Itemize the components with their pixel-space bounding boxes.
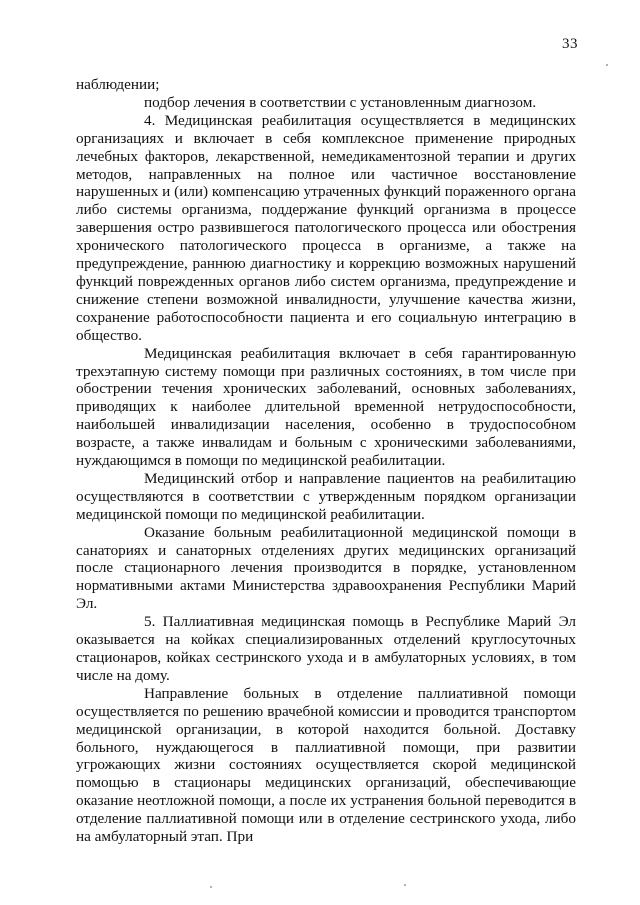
paragraph: Оказание больным реабилитационной медицинской помощи в санаториях и санаторных отделениях других медицинских организаций после стационарного лечения производится в порядке, установленном нормативными актами Министерства здравоохранения Республики Марий Эл. [76, 523, 576, 613]
paragraph: Направление больных в отделение паллиативной помощи осуществляется по решению врачебной комиссии и проводится транспортом медицинской организации, в которой находится больной. Доставку больного, нуждающегося в паллиативной помощи, при развитии угрожающих жизни состояниях осуществляется скорой медицинской помощью в стационары медицинских организаций, обеспечивающие оказание неотложной помощи, а после их устранения больной переводится в отделение паллиативной помощи или в отделение сестринского ухода, либо на амбулаторный этап. При [76, 684, 576, 846]
paragraph: наблюдении; [76, 76, 160, 93]
paragraph: Медицинский отбор и направление пациентов на реабилитацию осуществляются в соответствии с утвержденным порядком организации медицинской помощи по медицинской реабилитации. [76, 469, 576, 523]
page-number: 33 [562, 36, 578, 52]
paragraph: 4. Медицинская реабилитация осуществляется в медицинских организациях и включает в себя комплексное применение природных лечебных факторов, лекарственной, немедикаментозной терапии и других методов, направленных на полное или частичное восстановление нарушенных и (или) компенсацию утраченных функций пораженного органа либо системы организма, поддержание функций организма в процессе завершения остро развившегося патологического процесса или обострения хронического патологического процесса в организме, а также на предупреждение, раннюю диагностику и коррекцию возможных нарушений функций поврежденных органов либо систем организма, предупреждение и снижение степени возможной инвалидности, улучшение качества жизни, сохранение работоспособности пациента и его социальную интеграцию в общество. [76, 111, 576, 344]
paragraph: Медицинская реабилитация включает в себя гарантированную трехэтапную систему помощи при различных состояниях, в том числе при обострении течения хронических заболеваний, основных заболеваниях, приводящих к наиболее длительной временной нетрудоспособности, наибольшей инвалидизации населения, особенно в трудоспособном возрасте, а также инвалидам и больным с хроническими заболеваниями, нуждающимся в помощи по медицинской реабилитации. [76, 344, 576, 470]
scan-speck [606, 64, 608, 66]
document-body [76, 76, 576, 846]
paragraph: 5. Паллиативная медицинская помощь в Республике Марий Эл оказывается на койках специализированных отделений круглосуточных стационаров, койках сестринского ухода и в амбулаторных условиях, в том числе на дому. [76, 613, 576, 684]
paragraph: подбор лечения в соответствии с установленным диагнозом. [144, 93, 537, 111]
scan-speck [404, 884, 406, 886]
scan-speck [210, 886, 212, 888]
